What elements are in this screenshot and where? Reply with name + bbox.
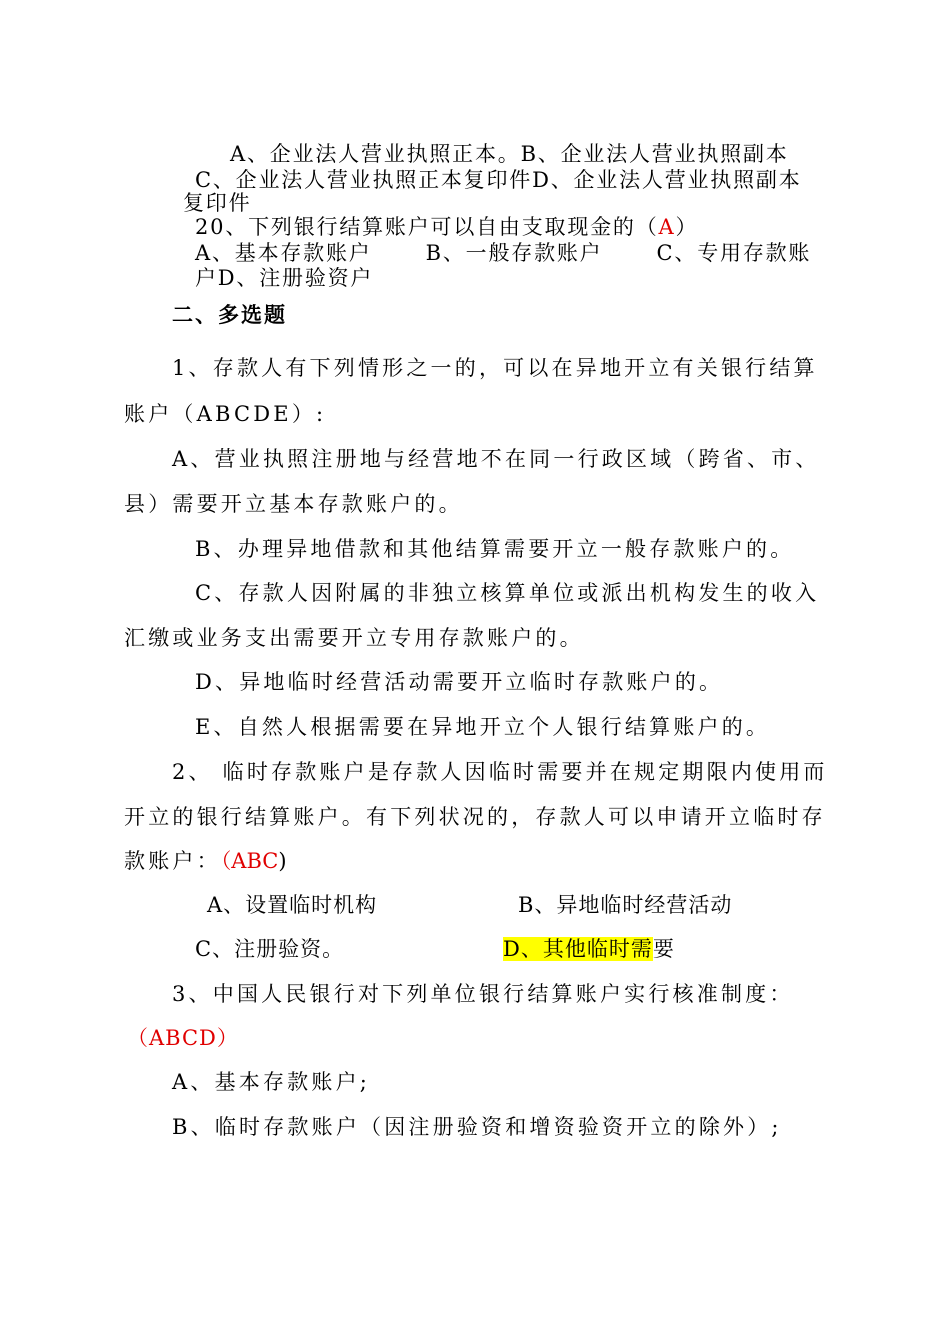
question-20-options-line1: A、基本存款账户 B、一般存款账户 C、专用存款账 bbox=[195, 241, 812, 265]
q1-option-c-line1: C、存款人因附属的非独立核算单位或派出机构发生的收入 bbox=[195, 581, 820, 605]
section-title: 二、多选题 bbox=[172, 303, 287, 327]
q2-option-b: B、异地临时经营活动 bbox=[518, 893, 733, 917]
top-q19-options-line1: A、企业法人营业执照正本。B、企业法人营业执照副本 bbox=[230, 142, 789, 166]
q3-line1: 3、中国人民银行对下列单位银行结算账户实行核准制度： bbox=[172, 982, 794, 1006]
q2-answer-close: ) bbox=[278, 849, 287, 873]
q1-option-d: D、异地临时经营活动需要开立临时存款账户的。 bbox=[195, 670, 724, 694]
q2-line2: 开立的银行结算账户。有下列状况的，存款人可以申请开立临时存 bbox=[124, 805, 826, 829]
q2-option-d bbox=[503, 936, 675, 962]
q1-option-a-line1: A、营业执照注册地与经营地不在同一行政区域（跨省、市、 bbox=[172, 447, 820, 471]
q1-option-b: B、办理异地借款和其他结算需要开立一般存款账户的。 bbox=[195, 537, 795, 561]
top-q19-options-line2: C、企业法人营业执照正本复印件D、企业法人营业执照副本 bbox=[195, 168, 802, 192]
q2-option-d-rest: 要 bbox=[652, 937, 675, 961]
q1-line2: 账户（ABCDE）: bbox=[124, 402, 327, 426]
q1-option-a-line2: 县）需要开立基本存款账户的。 bbox=[124, 492, 463, 516]
q3-option-a: A、基本存款账户; bbox=[172, 1070, 371, 1094]
top-q19-options-line3: 复印件 bbox=[183, 191, 252, 215]
q3-answer: （ABCD） bbox=[127, 1026, 239, 1050]
q1-option-c-line2: 汇缴或业务支出需要开立专用存款账户的。 bbox=[124, 626, 584, 650]
q1-line1: 1、存款人有下列情形之一的，可以在异地开立有关银行结算 bbox=[172, 356, 818, 380]
question-20 bbox=[195, 214, 698, 240]
q2-line3-text: 款账户： bbox=[124, 849, 221, 873]
q2-line3 bbox=[124, 848, 287, 874]
question-20-answer: A bbox=[658, 215, 676, 239]
q1-option-e: E、自然人根据需要在异地开立个人银行结算账户的。 bbox=[195, 715, 771, 739]
q2-option-d-highlighted: D、其他临时需 bbox=[503, 937, 653, 961]
question-20-options-line2: 户D、注册验资户 bbox=[195, 266, 374, 290]
q2-option-a: A、设置临时机构 bbox=[207, 893, 378, 917]
q3-option-b: B、临时存款账户（因注册验资和增资验资开立的除外）; bbox=[172, 1115, 782, 1139]
q2-line1: 2、 临时存款账户是存款人因临时需要并在规定期限内使用而 bbox=[172, 760, 828, 784]
q2-option-c: C、注册验资。 bbox=[195, 937, 345, 961]
question-20-text: 20、下列银行结算账户可以自由支取现金的（ bbox=[195, 215, 659, 239]
question-20-close: ） bbox=[675, 215, 699, 239]
q2-answer: （ABC bbox=[220, 849, 279, 873]
